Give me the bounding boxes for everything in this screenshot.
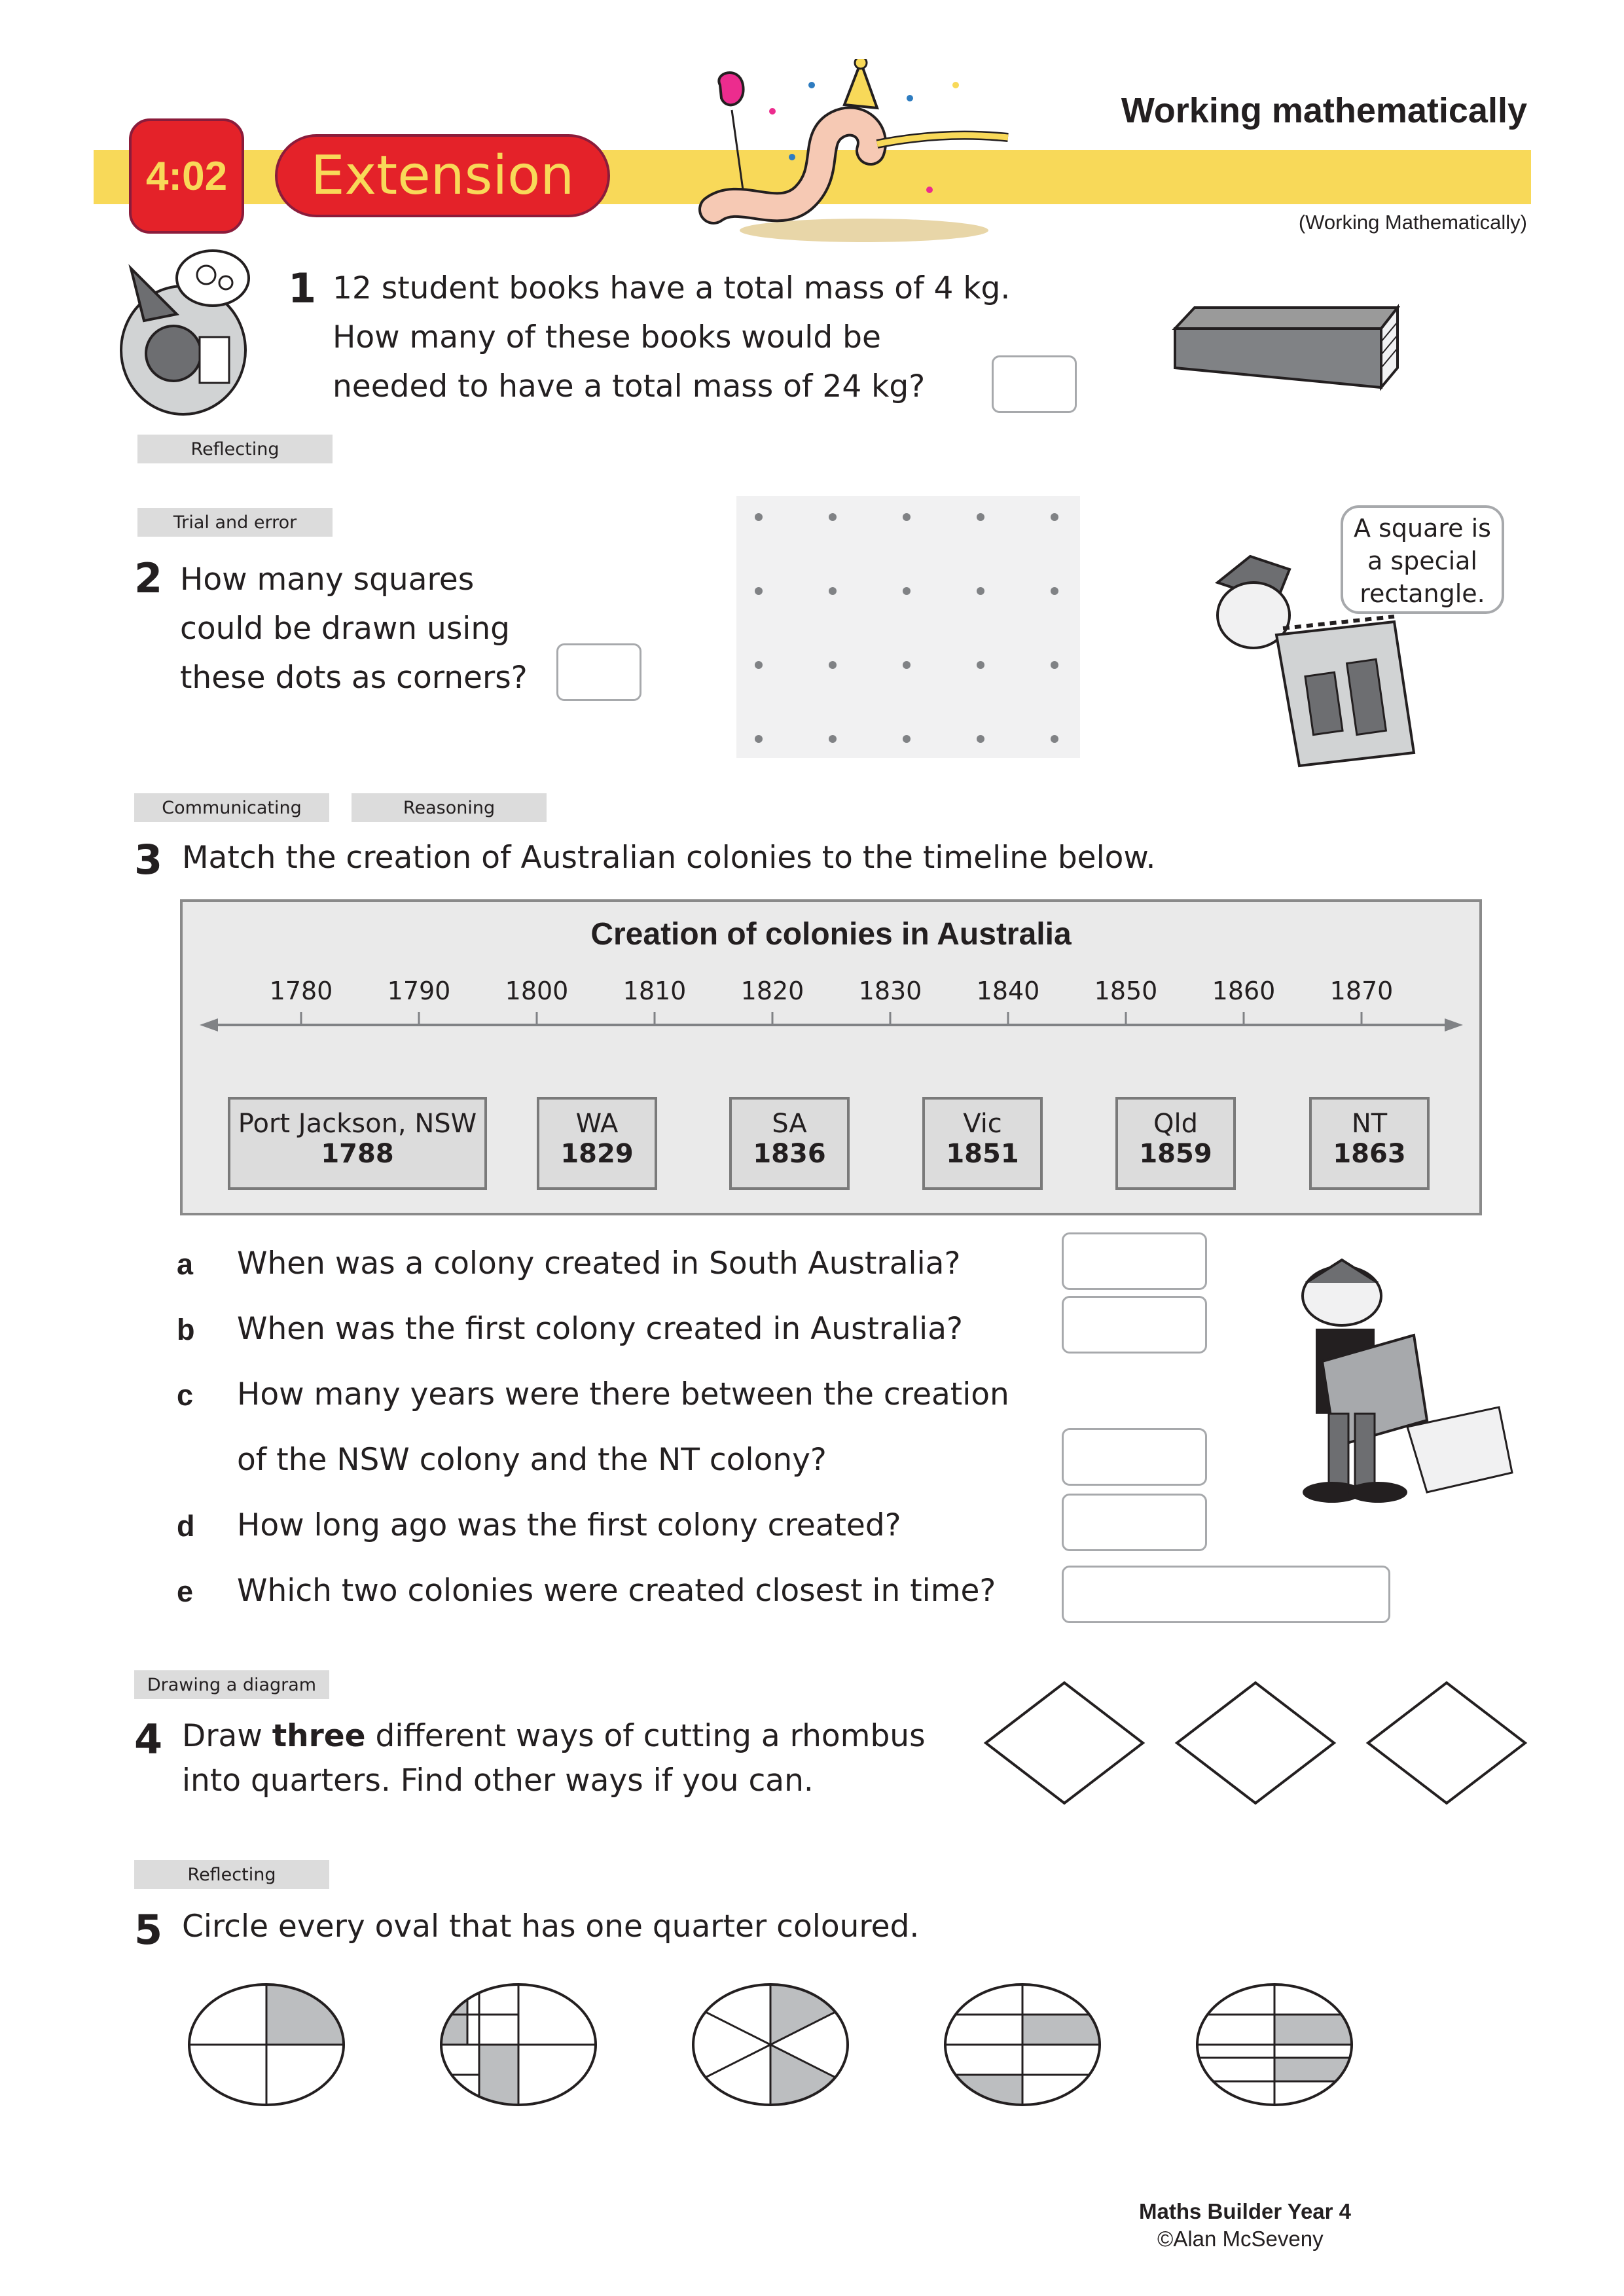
timeline-year-label: 1870 — [1329, 977, 1394, 1005]
question-1-number: 1 — [288, 264, 317, 312]
timeline-year-label: 1780 — [269, 977, 333, 1005]
oval-4 — [936, 1977, 1108, 2121]
part-letter: a — [177, 1247, 194, 1281]
question-4-text-emphasis: three — [272, 1718, 366, 1754]
colony-year: 1836 — [753, 1139, 826, 1169]
timeline-year-label: 1860 — [1212, 977, 1276, 1005]
tag-reasoning: Reasoning — [352, 793, 547, 822]
rhombus-shape — [1368, 1683, 1525, 1803]
party-worm-illustration — [681, 59, 1047, 249]
footer-book-title: Maths Builder Year 4 — [1139, 2199, 1352, 2223]
timeline-year-label: 1820 — [740, 977, 804, 1005]
question-1-answer-box[interactable] — [992, 355, 1077, 413]
part-c-answer-box[interactable] — [1062, 1428, 1207, 1486]
section-code-badge: 4:02 — [129, 118, 244, 234]
timeline-year-label: 1830 — [858, 977, 922, 1005]
rhombus-shape — [1177, 1683, 1334, 1803]
question-4-text — [182, 1718, 926, 1754]
tag-reflecting-2: Reflecting — [134, 1860, 329, 1889]
tag-communicating: Communicating — [134, 793, 329, 822]
oval-3 — [687, 1977, 854, 2121]
tag-drawing-a-diagram: Drawing a diagram — [134, 1670, 329, 1699]
question-2-answer-box[interactable] — [556, 643, 641, 701]
footer-copyright: ©Alan McSeveny — [1157, 2227, 1324, 2251]
part-letter: e — [177, 1575, 194, 1608]
question-4-text-line-2: into quarters. Find other ways if you can. — [182, 1763, 814, 1799]
question-3-text: Match the creation of Australian colonies to the timeline below. — [182, 840, 1156, 876]
colony-name: WA — [575, 1109, 619, 1139]
question-2-number: 2 — [134, 554, 163, 602]
colony-year: 1859 — [1139, 1139, 1212, 1169]
timeline-year-label: 1850 — [1094, 977, 1158, 1005]
part-text: Which two colonies were created closest in time? — [237, 1573, 996, 1609]
question-5-text: Circle every oval that has one quarter coloured. — [182, 1909, 920, 1945]
question-4-number: 4 — [134, 1715, 163, 1763]
section-subheading: (Working Mathematically) — [1298, 211, 1527, 234]
tag-reflecting: Reflecting — [137, 435, 333, 463]
question-2-text: How many squares could be drawn using these dots as corners? — [180, 562, 528, 696]
colony-year: 1851 — [946, 1139, 1019, 1169]
part-letter: b — [177, 1313, 195, 1346]
oval-1 — [183, 1977, 353, 2121]
timeline-title: Creation of colonies in Australia — [590, 917, 1072, 952]
question-3-number: 3 — [134, 836, 163, 884]
question-4-text-start: Draw — [182, 1718, 272, 1754]
ovals-row — [183, 1977, 1492, 2121]
colony-card — [1115, 1097, 1236, 1190]
timeline-year-label: 1800 — [505, 977, 569, 1005]
part-letter: c — [177, 1378, 194, 1412]
part-b-answer-box[interactable] — [1062, 1296, 1207, 1354]
timeline-axis — [200, 1008, 1463, 1047]
part-e-answer-box[interactable] — [1062, 1566, 1390, 1623]
timeline-year-label: 1790 — [387, 977, 451, 1005]
question-5-number: 5 — [134, 1906, 163, 1954]
part-letter: d — [177, 1509, 195, 1543]
part-text: How many years were there between the creation — [237, 1376, 1009, 1412]
speech-bubble: A square is a special rectangle. — [1341, 505, 1504, 614]
part-d-answer-box[interactable] — [1062, 1494, 1207, 1551]
rhombus-row — [982, 1679, 1532, 1810]
question-4-text-end: different ways of cutting a rhombus — [365, 1718, 926, 1754]
colony-name: NT — [1351, 1109, 1388, 1139]
student-with-papers-illustration — [1263, 1257, 1525, 1518]
colony-card — [1309, 1097, 1430, 1190]
colony-name: Vic — [963, 1109, 1002, 1139]
timeline-year-label: 1810 — [623, 977, 687, 1005]
colony-card — [537, 1097, 657, 1190]
colony-card — [228, 1097, 487, 1190]
page-title: Extension — [275, 134, 610, 217]
part-a-answer-box[interactable] — [1062, 1232, 1207, 1290]
rhombus-shape — [986, 1683, 1143, 1803]
part-text: When was a colony created in South Australia? — [237, 1246, 961, 1282]
colony-name: Qld — [1153, 1109, 1198, 1139]
part-text: When was the first colony created in Australia? — [237, 1311, 963, 1347]
oval-5 — [1195, 1977, 1360, 2121]
thinking-character-illustration — [85, 242, 275, 419]
oval-2 — [432, 1977, 602, 2121]
tag-trial-and-error: Trial and error — [137, 508, 333, 537]
colony-name: Port Jackson, NSW — [238, 1109, 477, 1139]
colony-year: 1788 — [321, 1139, 394, 1169]
timeline-year-label: 1840 — [976, 977, 1040, 1005]
colony-year: 1829 — [560, 1139, 634, 1169]
colony-card — [729, 1097, 850, 1190]
colony-card — [922, 1097, 1043, 1190]
dot-grid — [736, 496, 1080, 758]
colony-name: SA — [772, 1109, 807, 1139]
part-text: How long ago was the first colony created? — [237, 1507, 901, 1543]
book-illustration — [1168, 302, 1401, 394]
section-heading: Working mathematically — [1121, 91, 1527, 130]
question-1-text: 12 student books have a total mass of 4 kg. How many of these books would be needed to have a total mass of 24 kg? — [333, 270, 1011, 404]
colony-year: 1863 — [1333, 1139, 1406, 1169]
part-text: of the NSW colony and the NT colony? — [237, 1442, 827, 1478]
